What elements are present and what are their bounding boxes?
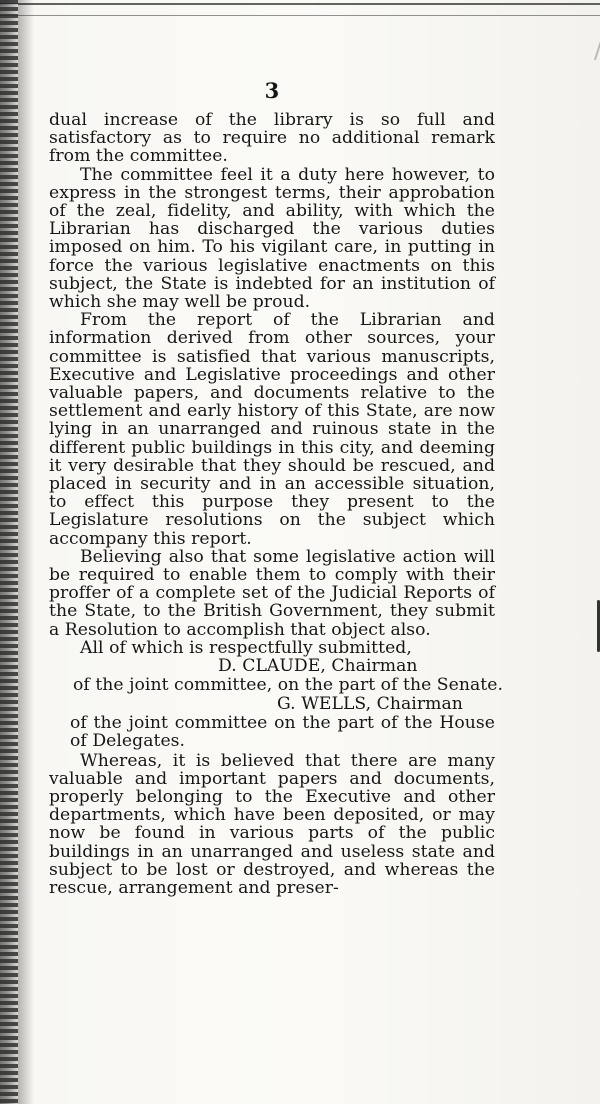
paragraph-librarian-approbation: The committee feel it a duty here however, to express in the strongest terms, their approbation of the zeal, fidelity, and ability, with which the Librarian has discharged the various duties imposed on him. To his vigilant care, in putting in force the various legislative enactments on this subject, the State is indebted for an institution of which she may well be proud. [49,164,495,313]
senate-chairman-signature: D. CLAUDE, Chairman [218,656,418,677]
closing-line: All of which is respectfully submitted, [80,637,412,658]
senate-committee-line: of the joint committee, on the part of the Senate. [73,675,503,696]
top-rule [0,3,600,16]
document-text [49,78,503,898]
paragraph-library-increase: dual increase of the library is so full and satisfactory as to require no additional remark from the committee. [49,110,495,167]
page-number: 3 [264,78,280,103]
house-committee-line: of the joint committee on the part of the House of Delegates. [70,713,495,752]
binding-shadow [18,0,34,1104]
corner-smudge [549,10,600,60]
paragraph-whereas: Whereas, it is believed that there are many valuable and important papers and documents, properly belonging to the Executive and other departments, which have been deposited, or may now be found in various parts of the public buildings in an unarranged and useless state and subject to be lost or destroyed, and whereas the rescue, arrangement and preser- [49,750,495,898]
left-binding-edge [0,0,18,1104]
paragraph-judicial-reports: Believing also that some legislative action will be required to enable them to comply with their proffer of a complete set of the Judicial Reports of the State, to the British Government, they submit a Resolution to accomplish that object also. [49,546,495,640]
paragraph-manuscripts: From the report of the Librarian and information derived from other sources, your committee is satisfied that various manuscripts, Executive and Legislative proceedings and other valuable papers, and documents relative to the settlement and early history of this State, are now lying in an unarranged and ruinous state in the different public buildings in this city, and deeming it very desirable that they should be rescued, and placed in security and in an accessible situation, to effect this purpose they present to the Legislature resolutions on the subject which accompany this report. [49,310,495,549]
house-chairman-signature: G. WELLS, Chairman [277,694,463,715]
